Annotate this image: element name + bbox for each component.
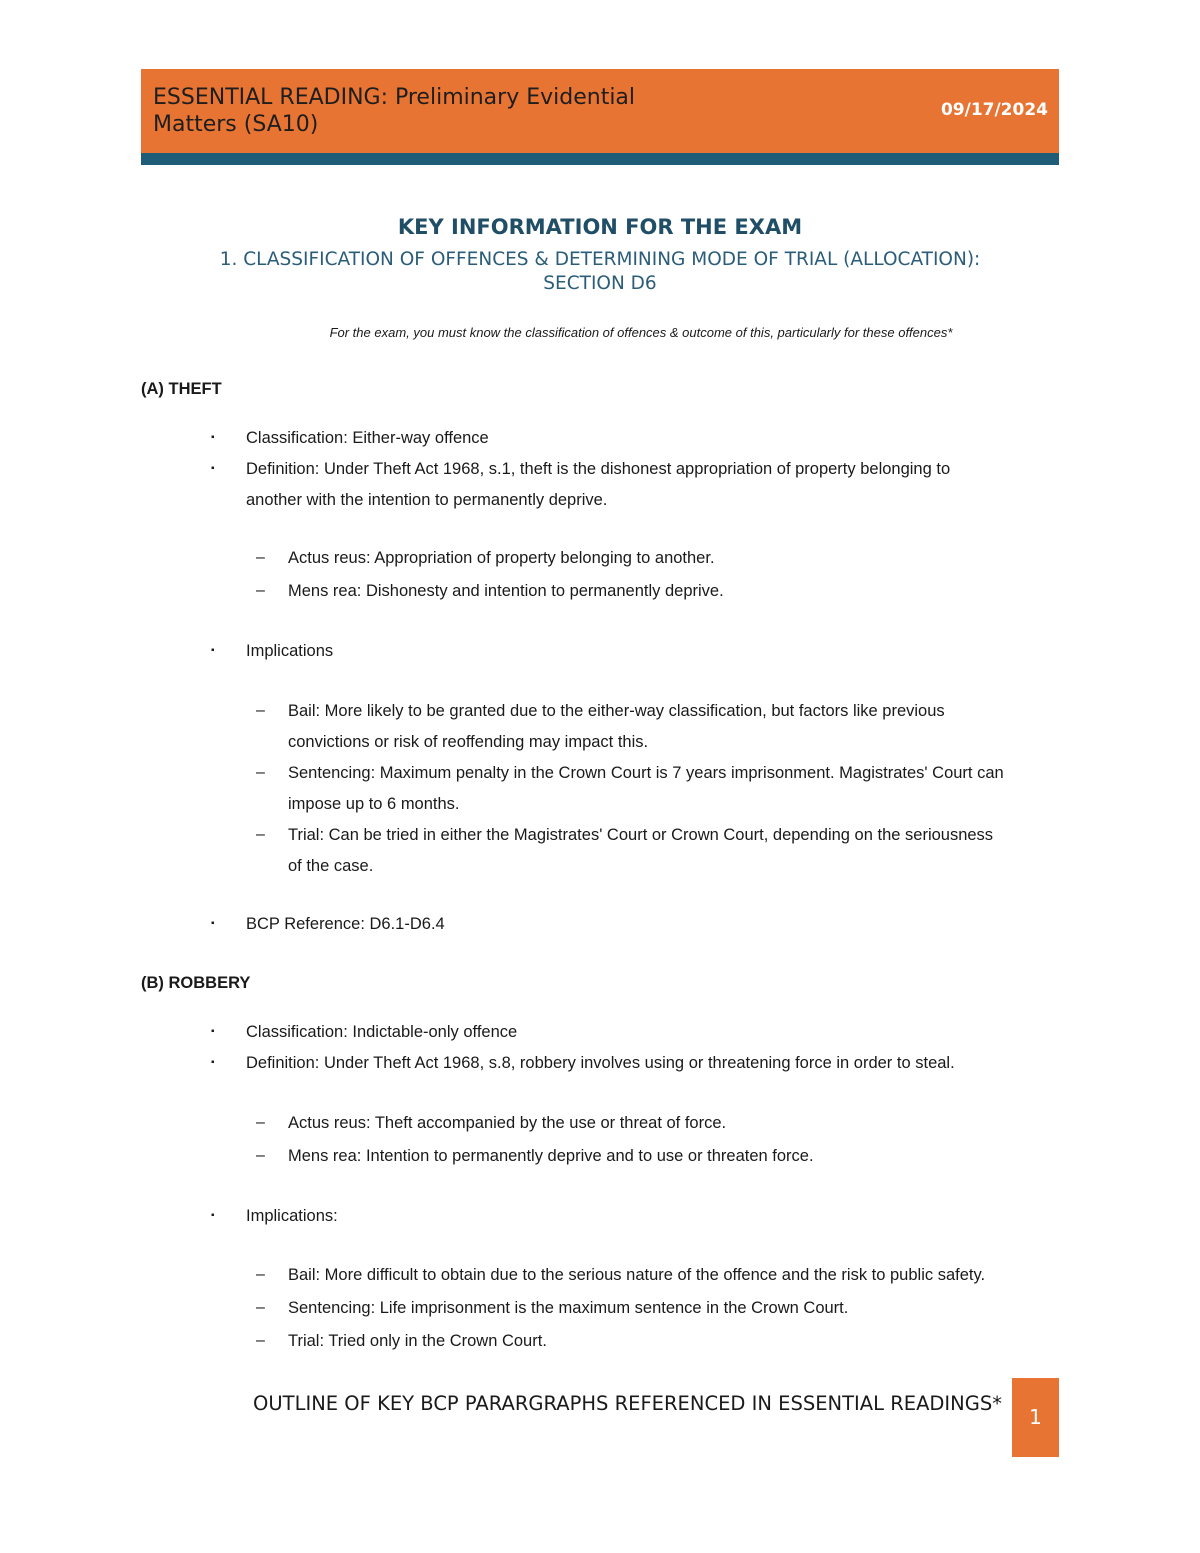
- page-number: 1: [1029, 1405, 1042, 1429]
- bullet-icon: ▪: [211, 432, 215, 443]
- dash-icon: –: [256, 1332, 265, 1349]
- theft-definition-line-1: Definition: Under Theft Act 1968, s.1, theft is the dishonest appropriation of property belonging to: [246, 460, 951, 478]
- bullet-icon: ▪: [211, 1026, 215, 1037]
- robbery-sentencing: Sentencing: Life imprisonment is the maximum sentence in the Crown Court.: [288, 1299, 849, 1317]
- section-title-line-1: 1. CLASSIFICATION OF OFFENCES & DETERMINING MODE OF TRIAL (ALLOCATION):: [219, 249, 981, 270]
- theft-bail-line-2: convictions or risk of reoffending may impact this.: [288, 733, 649, 751]
- robbery-bail: Bail: More difficult to obtain due to the serious nature of the offence and the risk to public safety.: [288, 1266, 986, 1284]
- dash-icon: –: [256, 702, 265, 719]
- section-title: [141, 248, 1059, 296]
- theft-actus-reus: Actus reus: Appropriation of property belonging to another.: [288, 549, 715, 567]
- robbery-trial: Trial: Tried only in the Crown Court.: [288, 1332, 547, 1350]
- theft-trial-line-2: of the case.: [288, 857, 374, 875]
- bullet-icon: ▪: [211, 645, 215, 656]
- theft-heading: (A) THEFT: [141, 380, 222, 398]
- dash-icon: –: [256, 764, 265, 781]
- dash-icon: –: [256, 826, 265, 843]
- theft-implications: Implications: [246, 642, 334, 660]
- robbery-mens-rea: Mens rea: Intention to permanently deprive and to use or threaten force.: [288, 1147, 814, 1165]
- dash-icon: –: [256, 1147, 265, 1164]
- robbery-heading: (B) ROBBERY: [141, 974, 251, 992]
- theft-trial-line-1: Trial: Can be tried in either the Magistrates' Court or Crown Court, depending on the seriousness: [288, 826, 994, 844]
- dash-icon: –: [256, 1114, 265, 1131]
- theft-bcp-reference: BCP Reference: D6.1-D6.4: [246, 915, 445, 933]
- dash-icon: –: [256, 549, 265, 566]
- exam-note: For the exam, you must know the classification of offences & outcome of this, particularly for these offences*: [329, 325, 953, 340]
- dash-icon: –: [256, 1266, 265, 1283]
- dash-icon: –: [256, 1299, 265, 1316]
- robbery-classification: Classification: Indictable-only offence: [246, 1023, 518, 1041]
- dash-icon: –: [256, 582, 265, 599]
- document-date: 09/17/2024: [940, 100, 1048, 120]
- robbery-implications: Implications:: [246, 1207, 338, 1225]
- document-title: ESSENTIAL READING: Preliminary Evidential Matters (SA10): [153, 85, 636, 137]
- theft-sentencing-line-2: impose up to 6 months.: [288, 795, 460, 813]
- theft-bail-line-1: Bail: More likely to be granted due to the either-way classification, but factors like previous: [288, 702, 945, 720]
- bullet-icon: ▪: [211, 918, 215, 929]
- theft-definition-line-2: another with the intention to permanently deprive.: [246, 491, 608, 509]
- bullet-icon: ▪: [211, 1210, 215, 1221]
- footer-text: OUTLINE OF KEY BCP PARARGRAPHS REFERENCED IN ESSENTIAL READINGS*: [253, 1392, 1002, 1415]
- header-rule: [141, 153, 1059, 165]
- theft-mens-rea: Mens rea: Dishonesty and intention to permanently deprive.: [288, 582, 724, 600]
- theft-sentencing-line-1: Sentencing: Maximum penalty in the Crown Court is 7 years imprisonment. Magistrates' Court can: [288, 764, 1004, 782]
- section-title-line-2: SECTION D6: [543, 273, 657, 294]
- page-title: KEY INFORMATION FOR THE EXAM: [397, 215, 803, 239]
- bullet-icon: ▪: [211, 1057, 215, 1068]
- robbery-definition: Definition: Under Theft Act 1968, s.8, robbery involves using or threatening force in order to steal.: [246, 1054, 955, 1072]
- robbery-actus-reus: Actus reus: Theft accompanied by the use or threat of force.: [288, 1114, 727, 1132]
- theft-classification: Classification: Either-way offence: [246, 429, 489, 447]
- bullet-icon: ▪: [211, 463, 215, 474]
